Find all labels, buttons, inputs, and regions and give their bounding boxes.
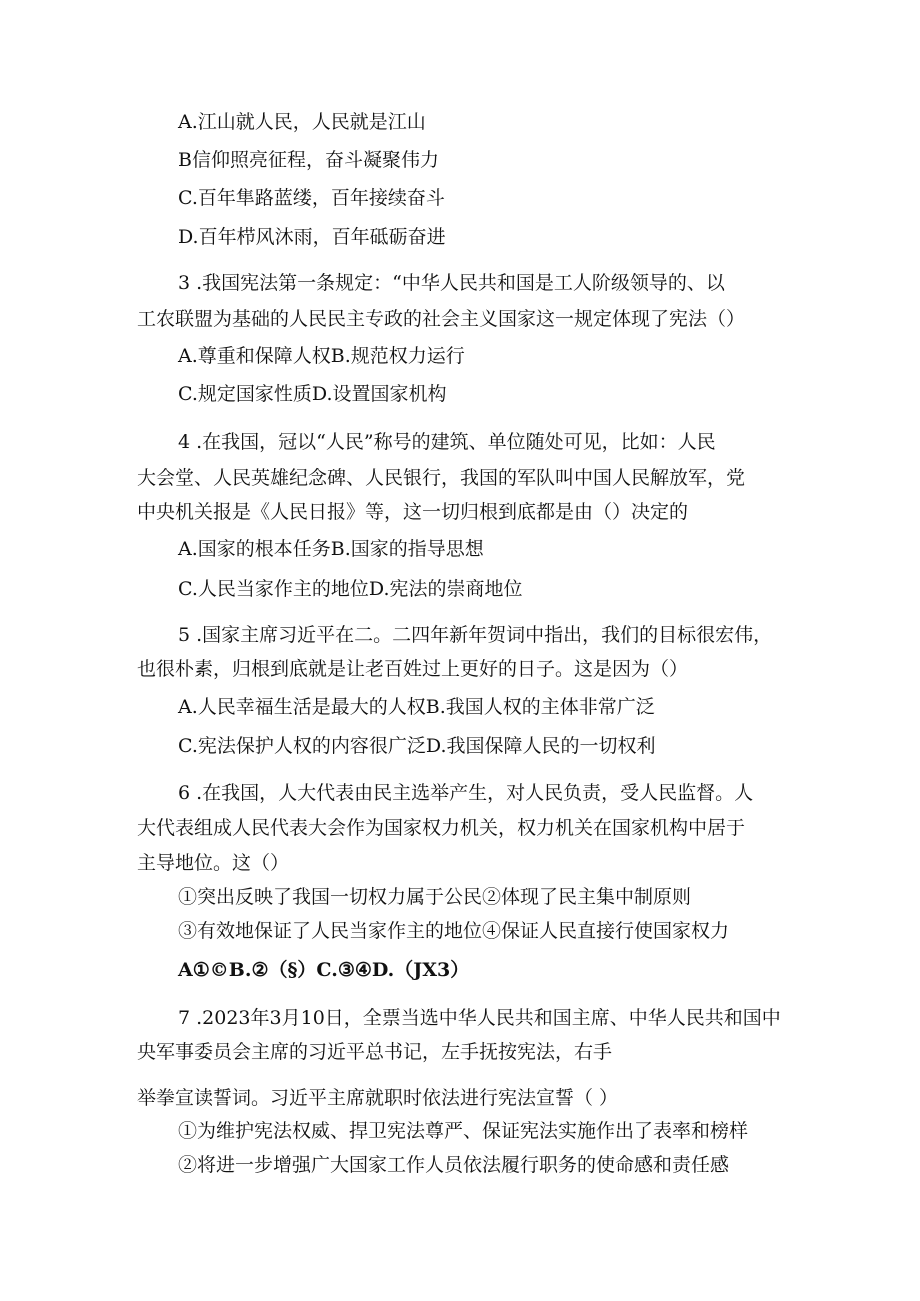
q3-stem-line1: 3 .我国宪法第一条规定：“中华人民共和国是工人阶级领导的、以 bbox=[178, 272, 725, 294]
q6-stem-line1: 6 .在我国，人大代表由民主选举产生，对人民负责，受人民监督。人 bbox=[178, 782, 754, 804]
q6-statement-12: ①突出反映了我国一切权力属于公民②体现了民主集中制原则 bbox=[178, 886, 692, 908]
q2-option-b: B信仰照亮征程，奋斗凝聚伟力 bbox=[178, 149, 439, 171]
q6-stem-line3: 主导地位。这（） bbox=[137, 852, 290, 874]
q3-stem-line2: 工农联盟为基础的人民民主专政的社会主义国家这一规定体现了宪法（） bbox=[137, 308, 746, 330]
q2-option-c: C.百年隼路蓝缕，百年接续奋斗 bbox=[178, 187, 445, 209]
q7-stem-line2: 央军事委员会主席的习近平总书记，左手抚按宪法，右手 bbox=[137, 1041, 613, 1063]
q4-stem-line1: 4 .在我国，冠以“人民”称号的建筑、单位随处可见，比如：人民 bbox=[178, 431, 716, 453]
q3-options-cd: C.规定国家性质D.设置国家机构 bbox=[178, 383, 447, 405]
q6-options: A①©B.②（§）C.③④D.（JX3） bbox=[178, 959, 470, 981]
q6-stem-line2: 大代表组成人民代表大会作为国家权力机关，权力机关在国家机构中居于 bbox=[137, 817, 746, 839]
q5-options-cd: C.宪法保护人权的内容很广泛D.我国保障人民的一切权利 bbox=[178, 735, 656, 757]
q3-options-ab: A.尊重和保障人权B.规范权力运行 bbox=[178, 345, 465, 367]
q4-options-ab: A.国家的根本任务B.国家的指导思想 bbox=[178, 538, 484, 560]
q2-option-a: A.江山就人民，人民就是江山 bbox=[178, 111, 426, 133]
q5-stem-line2: 也很朴素，归根到底就是让老百姓过上更好的日子。这是因为（） bbox=[137, 658, 689, 680]
q5-stem-line1: 5 .国家主席习近平在二。二四年新年贺词中指出，我们的目标很宏伟， bbox=[178, 624, 773, 646]
q4-options-cd: C.人民当家作主的地位D.宪法的崇商地位 bbox=[178, 578, 523, 600]
q4-stem-line2: 大会堂、人民英雄纪念碑、人民银行，我国的军队叫中国人民解放军，党 bbox=[137, 467, 746, 489]
q5-options-ab: A.人民幸福生活是最大的人权B.我国人权的主体非常广泛 bbox=[178, 696, 655, 718]
q7-statement-2: ②将进一步增强广大国家工作人员依法履行职务的使命感和责任感 bbox=[178, 1154, 730, 1176]
q7-stem-line3: 举拳宣读誓词。习近平主席就职时依法进行宪法宣誓（ ） bbox=[137, 1087, 619, 1109]
q6-statement-34: ③有效地保证了人民当家作主的地位④保证人民直接行使国家权力 bbox=[178, 920, 730, 942]
q4-stem-line3: 中央机关报是《人民日报》等，这一切归根到底都是由（）决定的 bbox=[137, 501, 689, 523]
q2-option-d: D.百年栉风沐雨，百年砥砺奋进 bbox=[178, 226, 446, 248]
q7-stem-line1: 7 .2023年3月10日，全票当选中华人民共和国主席、中华人民共和国中 bbox=[178, 1007, 781, 1029]
q7-statement-1: ①为维护宪法权威、捍卫宪法尊严、保证宪法实施作出了表率和榜样 bbox=[178, 1120, 749, 1142]
